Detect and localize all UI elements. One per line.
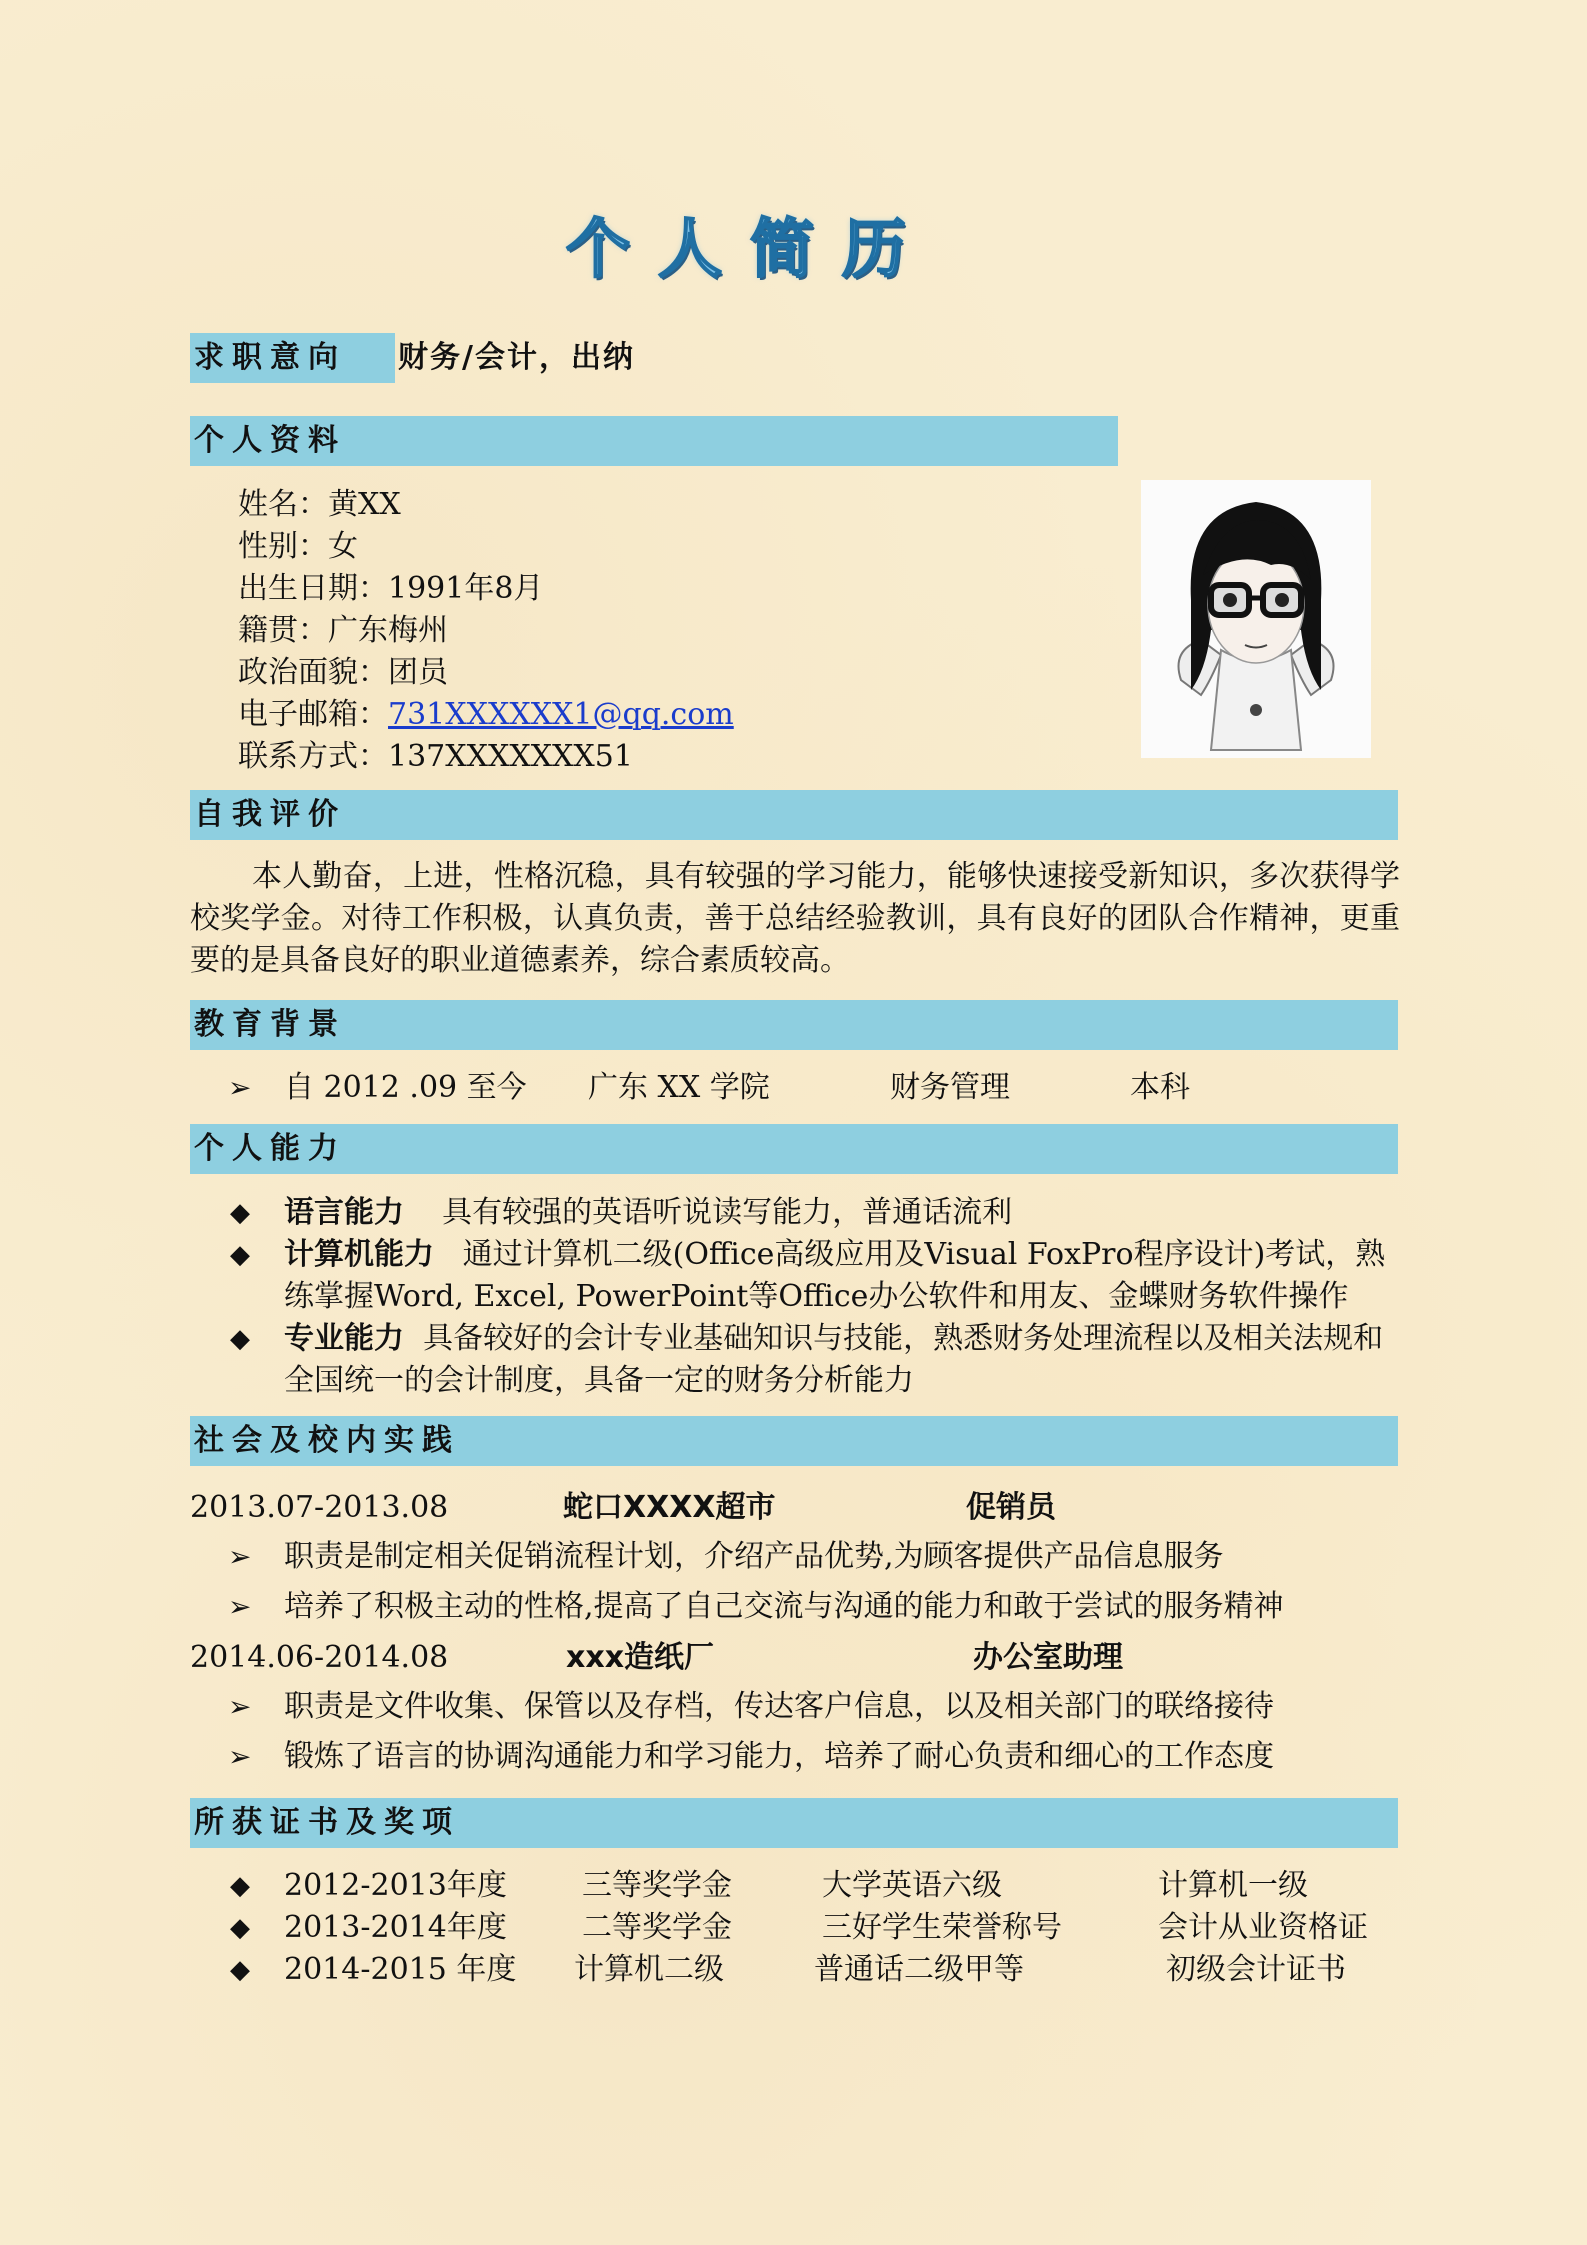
job-duty: 锻炼了语言的协调沟通能力和学习能力，培养了耐心负责和细心的工作态度	[284, 1739, 1274, 1774]
skill-name: 专业能力	[284, 1321, 404, 1356]
section-skills-header: 个人能力	[190, 1124, 1398, 1174]
job-role: 办公室助理	[973, 1640, 1123, 1675]
job-period: 2014.06-2014.08	[190, 1640, 449, 1675]
skill-name: 计算机能力	[284, 1237, 434, 1272]
section-education-header: 教育背景	[190, 1000, 1398, 1050]
arrow-bullet-icon: ➢	[228, 1740, 252, 1773]
email-link[interactable]: 731XXXXXX1@qq.com	[388, 697, 734, 732]
job-period: 2013.07-2013.08	[190, 1490, 449, 1525]
skill-item	[284, 1318, 1399, 1402]
award-item: 计算机二级	[574, 1952, 724, 1987]
section-practice-header: 社会及校内实践	[190, 1416, 1398, 1466]
education-degree: 本科	[1130, 1070, 1190, 1105]
award-item: 三等奖学金	[582, 1868, 732, 1903]
section-awards-header: 所获证书及奖项	[190, 1798, 1398, 1848]
skill-desc: 具备较好的会计专业基础知识与技能，熟悉财务处理流程以及相关法规和全国统一的会计制度，具备一定的财务分析能力	[284, 1321, 1384, 1398]
education-period: 自 2012 .09 至今	[284, 1070, 527, 1105]
arrow-bullet-icon: ➢	[228, 1540, 252, 1573]
profile-photo	[1141, 480, 1371, 758]
award-item: 二等奖学金	[582, 1910, 732, 1945]
award-item: 大学英语六级	[822, 1868, 1002, 1903]
email-label: 电子邮箱：	[238, 697, 388, 732]
arrow-bullet-icon: ➢	[228, 1590, 252, 1623]
info-email	[238, 694, 734, 736]
diamond-bullet-icon: ◆	[230, 1955, 250, 1985]
education-major: 财务管理	[890, 1070, 1010, 1105]
skill-item	[284, 1234, 1399, 1318]
diamond-bullet-icon: ◆	[230, 1198, 250, 1228]
section-self-header: 自我评价	[190, 790, 1398, 840]
diamond-bullet-icon: ◆	[230, 1324, 250, 1354]
award-year: 2014-2015 年度	[284, 1952, 517, 1987]
info-name: 姓名：黄XX	[238, 487, 401, 522]
award-item: 计算机一级	[1158, 1868, 1308, 1903]
skill-desc: 通过计算机二级(Office高级应用及Visual FoxPro程序设计)考试，熟练掌握Word, Excel, PowerPoint等Office办公软件和用友、金蝶财务软件操作	[284, 1237, 1386, 1314]
award-year: 2013-2014年度	[284, 1910, 507, 1945]
diamond-bullet-icon: ◆	[230, 1871, 250, 1901]
job-intent-label: 求职意向	[190, 333, 395, 383]
info-phone: 联系方式：137XXXXXXX51	[238, 739, 633, 774]
award-item: 初级会计证书	[1166, 1952, 1346, 1987]
info-politics: 政治面貌：团员	[238, 655, 448, 690]
education-school: 广东 XX 学院	[588, 1070, 770, 1105]
job-company: xxx造纸厂	[566, 1640, 715, 1675]
job-duty: 职责是文件收集、保管以及存档，传达客户信息，以及相关部门的联络接待	[284, 1689, 1274, 1724]
section-personal-header: 个人资料	[190, 416, 1118, 466]
award-item: 三好学生荣誉称号	[822, 1910, 1062, 1945]
info-gender: 性别：女	[238, 529, 358, 564]
job-company: 蛇口XXXX超市	[563, 1490, 776, 1525]
job-duty: 培养了积极主动的性格,提高了自己交流与沟通的能力和敢于尝试的服务精神	[284, 1589, 1284, 1624]
award-year: 2012-2013年度	[284, 1868, 507, 1903]
job-intent-value: 财务/会计，出纳	[398, 340, 635, 375]
resume-title: 个人简历	[566, 213, 934, 287]
personal-info-list	[238, 484, 734, 778]
info-origin: 籍贯：广东梅州	[238, 613, 448, 648]
job-duty: 职责是制定相关促销流程计划，介绍产品优势,为顾客提供产品信息服务	[284, 1539, 1224, 1574]
arrow-bullet-icon: ➢	[228, 1690, 252, 1723]
arrow-bullet-icon: ➢	[228, 1071, 252, 1104]
job-role: 促销员	[966, 1490, 1056, 1525]
info-birth: 出生日期：1991年8月	[238, 571, 544, 606]
self-evaluation-text: 本人勤奋，上进，性格沉稳，具有较强的学习能力，能够快速接受新知识，多次获得学校奖学金。对待工作积极，认真负责，善于总结经验教训，具有良好的团队合作精神，更重要的是具备良好的职业道德素养，综合素质较高。	[190, 859, 1400, 978]
diamond-bullet-icon: ◆	[230, 1240, 250, 1270]
skill-item	[284, 1192, 1399, 1234]
award-item: 会计从业资格证	[1158, 1910, 1368, 1945]
cartoon-avatar-icon	[1141, 480, 1371, 758]
skill-name: 语言能力	[284, 1195, 404, 1230]
skill-desc: 具有较强的英语听说读写能力，普通话流利	[442, 1195, 1013, 1230]
diamond-bullet-icon: ◆	[230, 1913, 250, 1943]
award-item: 普通话二级甲等	[814, 1952, 1024, 1987]
